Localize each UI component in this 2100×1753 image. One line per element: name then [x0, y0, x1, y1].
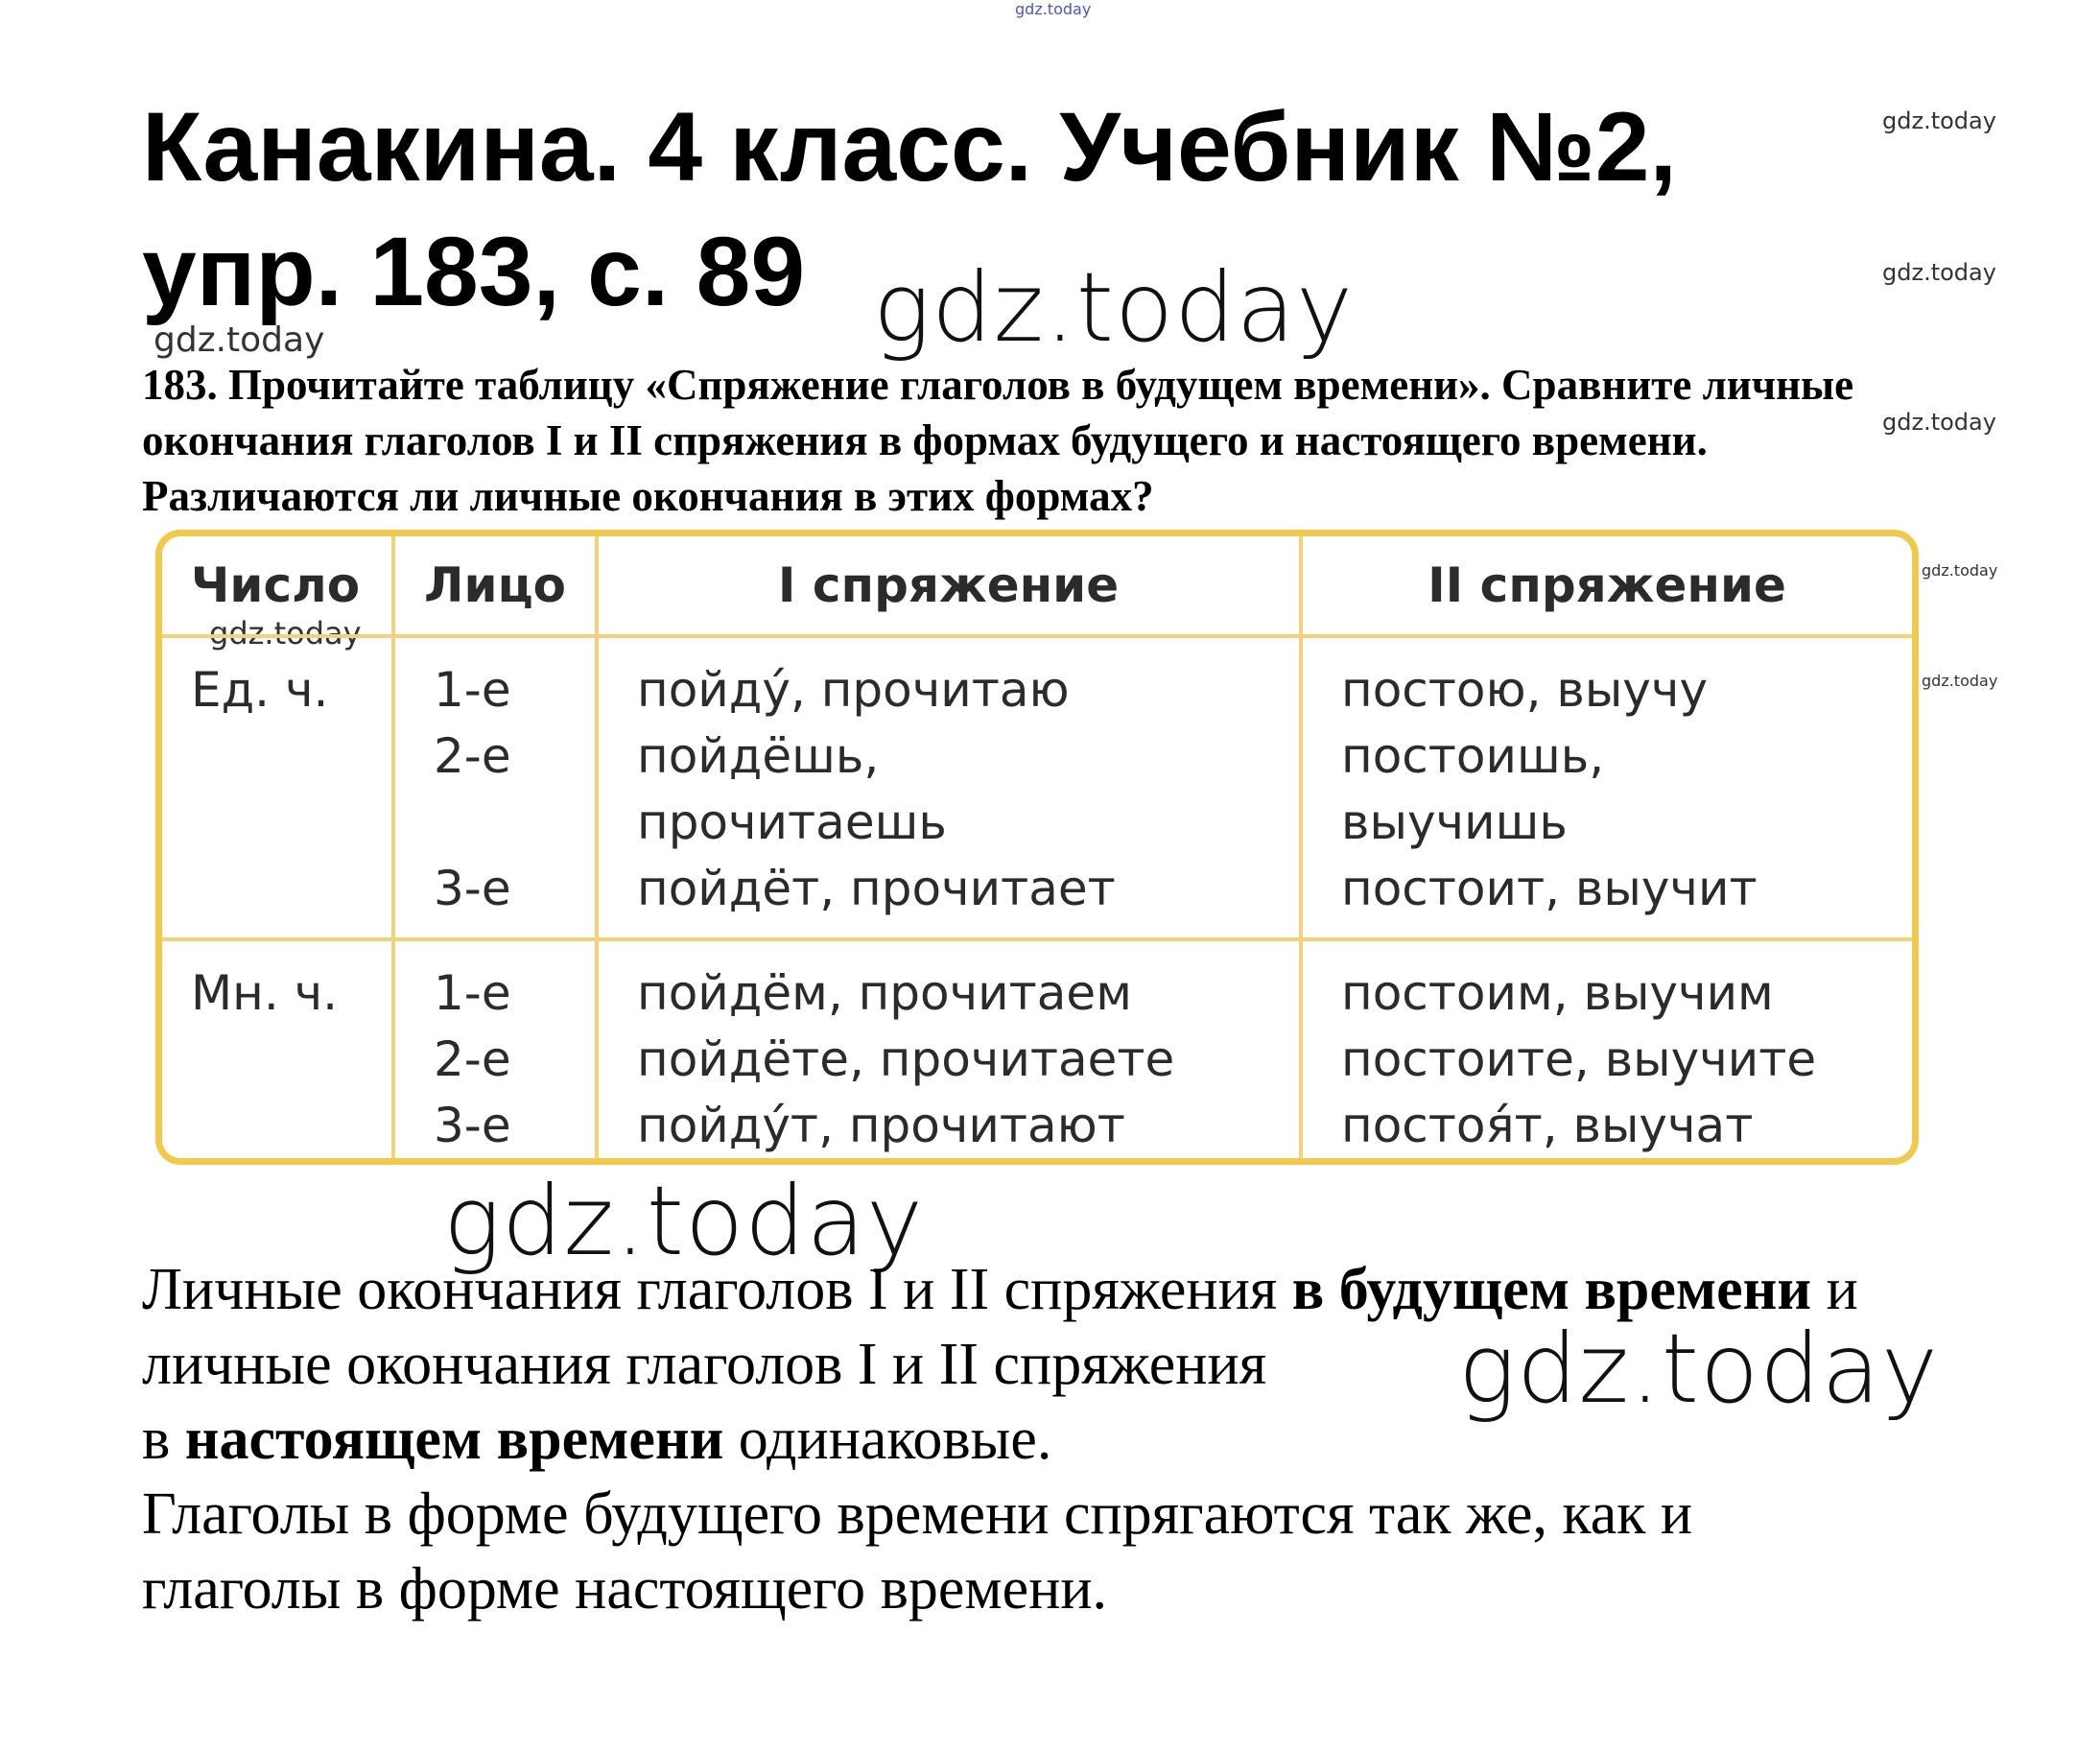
form: постою, выучу [1341, 662, 1709, 718]
person-3: 3-е [434, 861, 511, 916]
form: пойдём, прочитаем [637, 965, 1132, 1021]
watermark: gdz.today [1882, 259, 1996, 286]
form: пойдёт, прочитает [637, 861, 1116, 916]
person-2: 2-е [434, 1031, 511, 1087]
person-2: 2-е [434, 728, 511, 784]
watermark: gdz.today [873, 251, 1355, 364]
title-line-2: упр. 183, с. 89 [142, 217, 806, 326]
answer-line-3 [142, 1403, 2061, 1476]
table-row-singular [162, 636, 1912, 939]
watermark: gdz.today [153, 320, 325, 360]
header-person: Лицо [393, 536, 597, 636]
form: выучишь [1341, 794, 1568, 850]
person-1: 1-е [434, 965, 511, 1021]
singular-label: Ед. ч. [162, 636, 393, 939]
exercise-task: 183. Прочитайте таблицу «Спряжение глаголов в будущем времени». Сравните личные окончания глаголов I и II спряжения в формах будущего и настоящего времени. Различаются ли личные окончания в этих формах? [142, 361, 1854, 520]
form: постоя́т, выучат [1341, 1098, 1754, 1153]
answer-text: и [1811, 1257, 1858, 1322]
form: пойдёшь, [637, 728, 880, 784]
watermark: gdz.today [209, 615, 362, 651]
answer-text: одинаковые. [723, 1407, 1052, 1472]
watermark: gdz.today [1922, 561, 1998, 580]
answer-line-4: Глаголы в форме будущего времени спрягаются так же, как и [142, 1481, 1693, 1547]
table-header-row [162, 536, 1912, 636]
form: прочитаешь [637, 794, 947, 850]
form: постоишь, [1341, 728, 1605, 784]
watermark: gdz.today [1882, 409, 1996, 436]
answer-line-5: глаголы в форме настоящего времени. [142, 1556, 1108, 1622]
page-title [142, 84, 1869, 334]
watermark: gdz.today [443, 1165, 925, 1277]
header-conjugation-2: II спряжение [1428, 557, 1786, 613]
answer-text: Личные окончания глаголов I и II спряжения [142, 1257, 1292, 1322]
plural-conj1 [597, 939, 1301, 1159]
answer-text: в [142, 1407, 185, 1472]
plural-label: Мн. ч. [162, 939, 393, 1159]
watermark: gdz.today [1015, 0, 1092, 18]
conjugation-table [155, 530, 1919, 1165]
form: пойду́т, прочитают [637, 1098, 1125, 1153]
person-3: 3-е [434, 1098, 511, 1153]
form: постоит, выучит [1341, 861, 1758, 916]
answer-line-2: личные окончания глаголов I и II спряжения [142, 1332, 1267, 1397]
form: пойдёте, прочитаете [637, 1031, 1175, 1087]
singular-persons [393, 636, 597, 939]
answer-bold: в будущем времени [1291, 1257, 1812, 1322]
singular-conj2 [1301, 636, 1912, 939]
plural-conj2 [1301, 939, 1912, 1159]
title-line-1: Канакина. 4 класс. Учебник №2, [142, 92, 1677, 201]
header-number: Число [162, 536, 393, 636]
plural-persons [393, 939, 597, 1159]
person-1: 1-е [434, 662, 511, 718]
singular-conj1 [597, 636, 1301, 939]
header-conjugation-1: I спряжение [597, 536, 1301, 636]
form: пойду́, прочитаю [637, 662, 1070, 718]
watermark: gdz.today [1922, 672, 1998, 690]
answer-bold: настоящем времени [184, 1407, 724, 1472]
watermark: gdz.today [1882, 107, 1996, 134]
watermark: gdz.today [1458, 1313, 1940, 1425]
form: постоите, выучите [1341, 1031, 1817, 1087]
table-row-plural [162, 939, 1912, 1159]
form: постоим, выучим [1341, 965, 1774, 1021]
answer-line-1 [142, 1253, 2061, 1326]
